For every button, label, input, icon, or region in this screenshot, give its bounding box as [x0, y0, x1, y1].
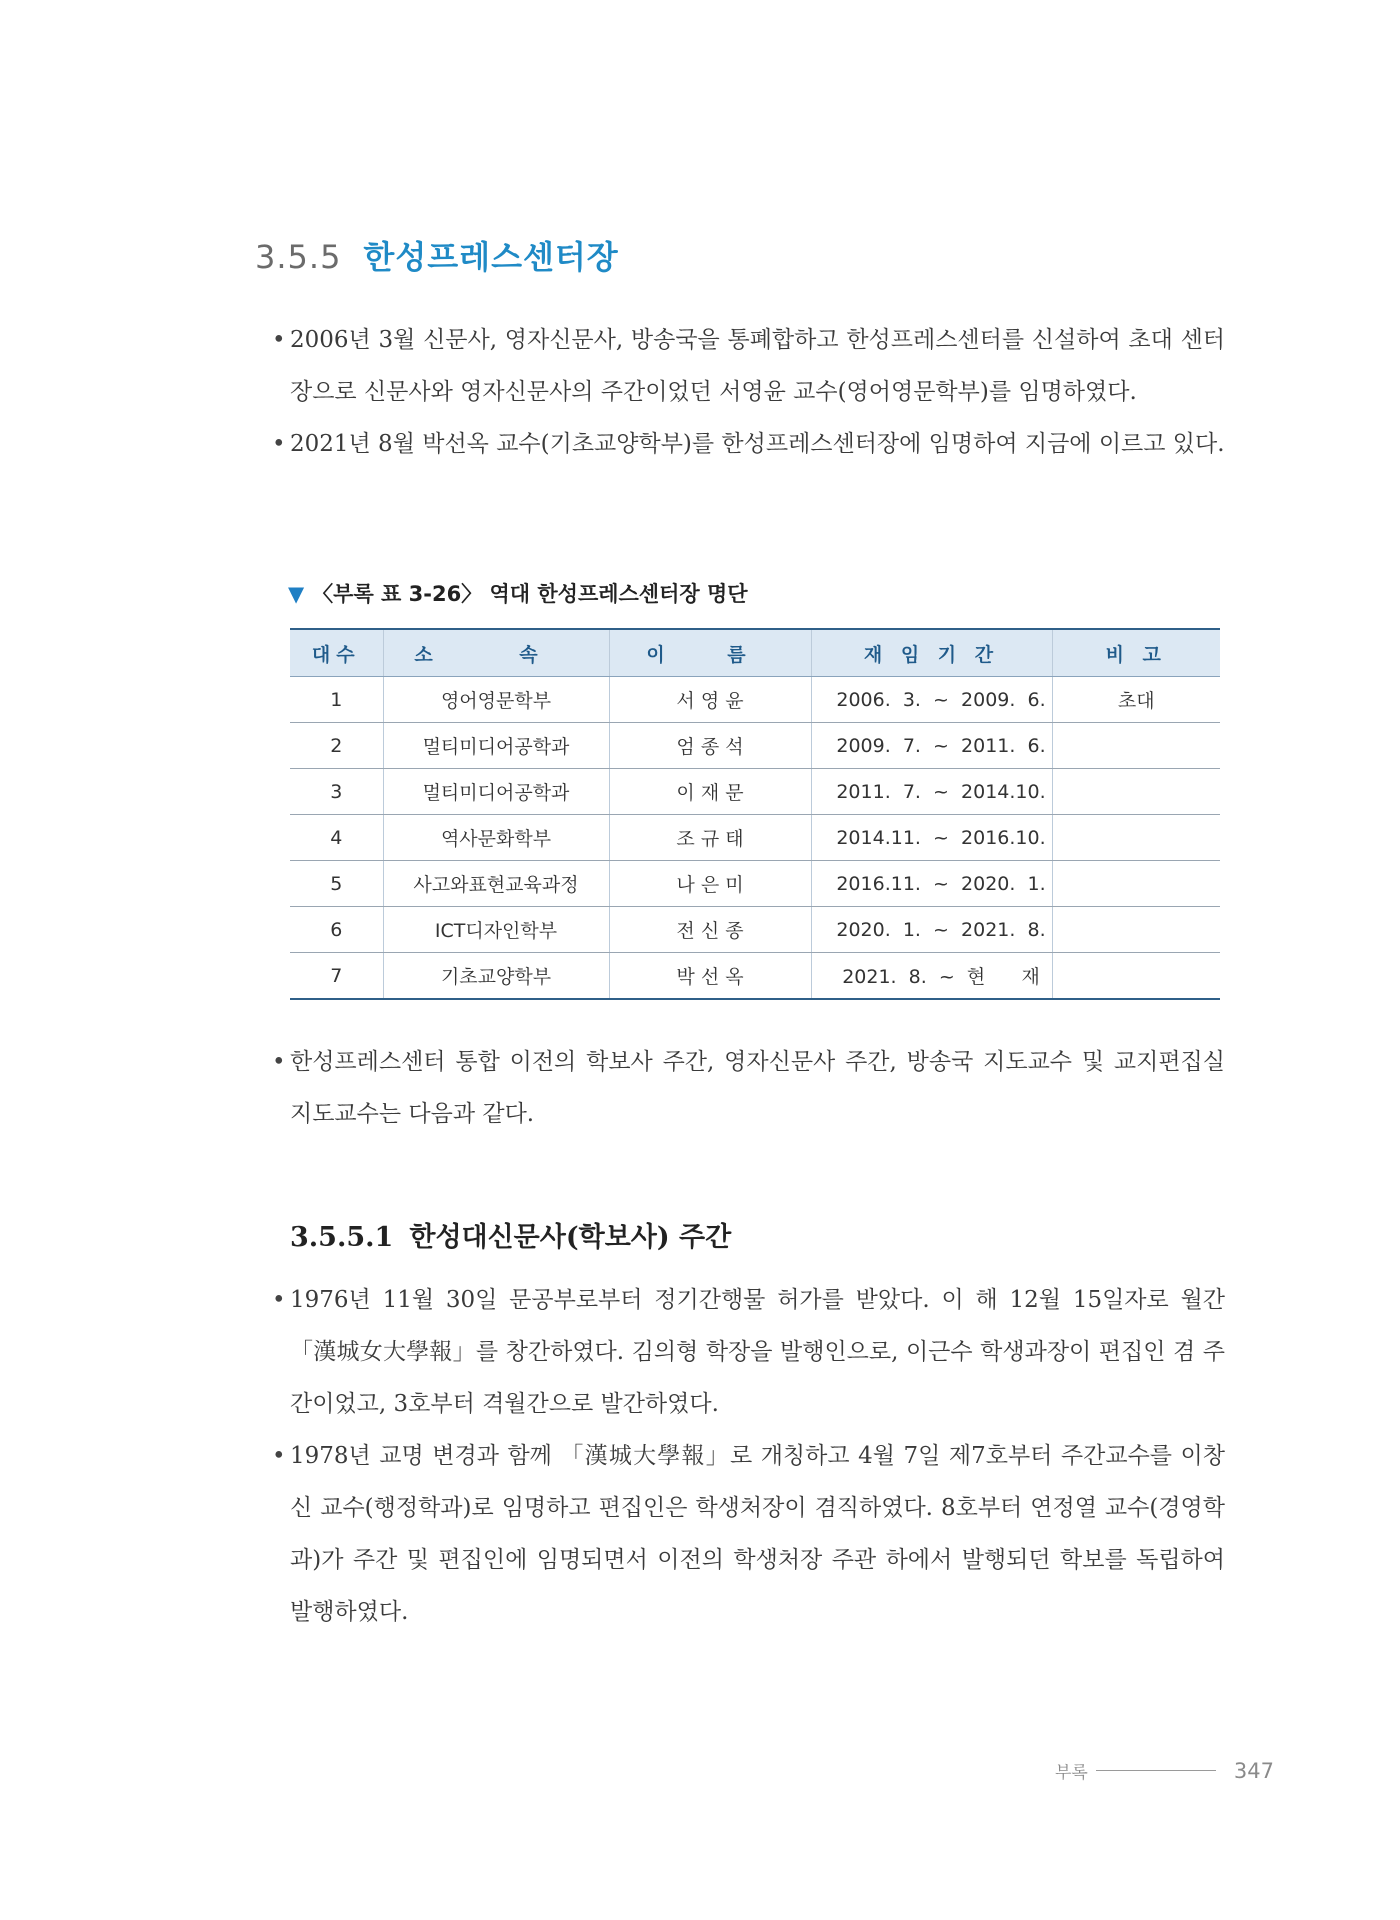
cell-name: 전 신 종	[609, 907, 811, 953]
table-row	[290, 907, 1220, 953]
cell-dept: 멀티미디어공학과	[383, 723, 609, 769]
cell-note	[1052, 769, 1220, 815]
header-period: 재 임 기 간	[811, 629, 1052, 677]
cell-no: 6	[290, 907, 383, 953]
header-name: 이 름	[609, 629, 811, 677]
cell-no: 5	[290, 861, 383, 907]
intro-bullet-list	[290, 314, 1225, 470]
bullet-item: • 2006년 3월 신문사, 영자신문사, 방송국을 통폐합하고 한성프레스센터를 신설하여 초대 센터장으로 신문사와 영자신문사의 주간이었던 서영윤 교수(영어영문학부)를 임명하였다.	[290, 314, 1225, 418]
table-row	[290, 861, 1220, 907]
cell-no: 1	[290, 677, 383, 723]
bullet-item: • 1978년 교명 변경과 함께 「漢城大學報」로 개칭하고 4월 7일 제7호부터 주간교수를 이창신 교수(행정학과)로 임명하고 편집인은 학생처장이 겸직하였다. 8호부터 연정열 교수(경영학과)가 주간 및 편집인에 임명되면서 이전의 학생처장 주관 하에서 발행되던 학보를 독립하여 발행하였다.	[290, 1430, 1225, 1638]
cell-no: 2	[290, 723, 383, 769]
cell-period: 2020. 1. ~ 2021. 8.	[811, 907, 1052, 953]
cell-period: 2016.11. ~ 2020. 1.	[811, 861, 1052, 907]
triangle-down-icon: ▼	[288, 582, 305, 606]
page-number: 347	[1233, 1758, 1274, 1783]
cell-period: 2011. 7. ~ 2014.10.	[811, 769, 1052, 815]
table-row	[290, 677, 1220, 723]
bullet-item: • 2021년 8월 박선옥 교수(기초교양학부)를 한성프레스센터장에 임명하여 지금에 이르고 있다.	[290, 418, 1225, 470]
cell-period: 2014.11. ~ 2016.10.	[811, 815, 1052, 861]
cell-period: 2006. 3. ~ 2009. 6.	[811, 677, 1052, 723]
table-caption	[288, 578, 748, 608]
cell-name: 이 재 문	[609, 769, 811, 815]
cell-dept: 역사문화학부	[383, 815, 609, 861]
after-table-bullet-list	[290, 1036, 1225, 1140]
table-caption-text: 〈부록 표 3-26〉 역대 한성프레스센터장 명단	[312, 582, 748, 606]
subsection-number: 3.5.5.1	[290, 1222, 394, 1253]
cell-dept: 멀티미디어공학과	[383, 769, 609, 815]
footer-label: 부록	[1055, 1763, 1088, 1783]
cell-note	[1052, 953, 1220, 1000]
bullet-item: • 한성프레스센터 통합 이전의 학보사 주간, 영자신문사 주간, 방송국 지도교수 및 교지편집실 지도교수는 다음과 같다.	[290, 1036, 1225, 1140]
section-number: 3.5.5	[255, 238, 342, 276]
sub-bullet-list	[290, 1274, 1225, 1638]
table-row	[290, 723, 1220, 769]
section-heading	[255, 232, 619, 278]
cell-no: 3	[290, 769, 383, 815]
cell-no: 4	[290, 815, 383, 861]
cell-name: 서 영 윤	[609, 677, 811, 723]
cell-name: 조 규 태	[609, 815, 811, 861]
subsection-title: 한성대신문사(학보사) 주간	[409, 1222, 732, 1253]
cell-note: 초대	[1052, 677, 1220, 723]
table-row	[290, 769, 1220, 815]
table-header-row	[290, 629, 1220, 677]
page-footer	[1055, 1758, 1274, 1783]
subsection-heading	[290, 1215, 731, 1254]
cell-note	[1052, 907, 1220, 953]
header-note: 비 고	[1052, 629, 1220, 677]
cell-dept: ICT디자인학부	[383, 907, 609, 953]
cell-period: 2009. 7. ~ 2011. 6.	[811, 723, 1052, 769]
cell-name: 엄 종 석	[609, 723, 811, 769]
header-dept: 소 속	[383, 629, 609, 677]
cell-period: 2021. 8. ~ 현 재	[811, 953, 1052, 1000]
table-row	[290, 953, 1220, 1000]
cell-name: 나 은 미	[609, 861, 811, 907]
cell-note	[1052, 723, 1220, 769]
cell-note	[1052, 815, 1220, 861]
cell-dept: 기초교양학부	[383, 953, 609, 1000]
table-row	[290, 815, 1220, 861]
header-no: 대수	[290, 629, 383, 677]
roster-table	[290, 628, 1220, 1000]
footer-rule	[1096, 1770, 1216, 1771]
cell-name: 박 선 옥	[609, 953, 811, 1000]
cell-no: 7	[330, 964, 343, 987]
cell-note	[1052, 861, 1220, 907]
bullet-item: • 1976년 11월 30일 문공부로부터 정기간행물 허가를 받았다. 이 해 12월 15일자로 월간 「漢城女大學報」를 창간하였다. 김의형 학장을 발행인으로, 이근수 학생과장이 편집인 겸 주간이었고, 3호부터 격월간으로 발간하였다.	[290, 1274, 1225, 1430]
cell-dept: 영어영문학부	[383, 677, 609, 723]
section-title: 한성프레스센터장	[363, 238, 619, 276]
cell-dept: 사고와표현교육과정	[383, 861, 609, 907]
